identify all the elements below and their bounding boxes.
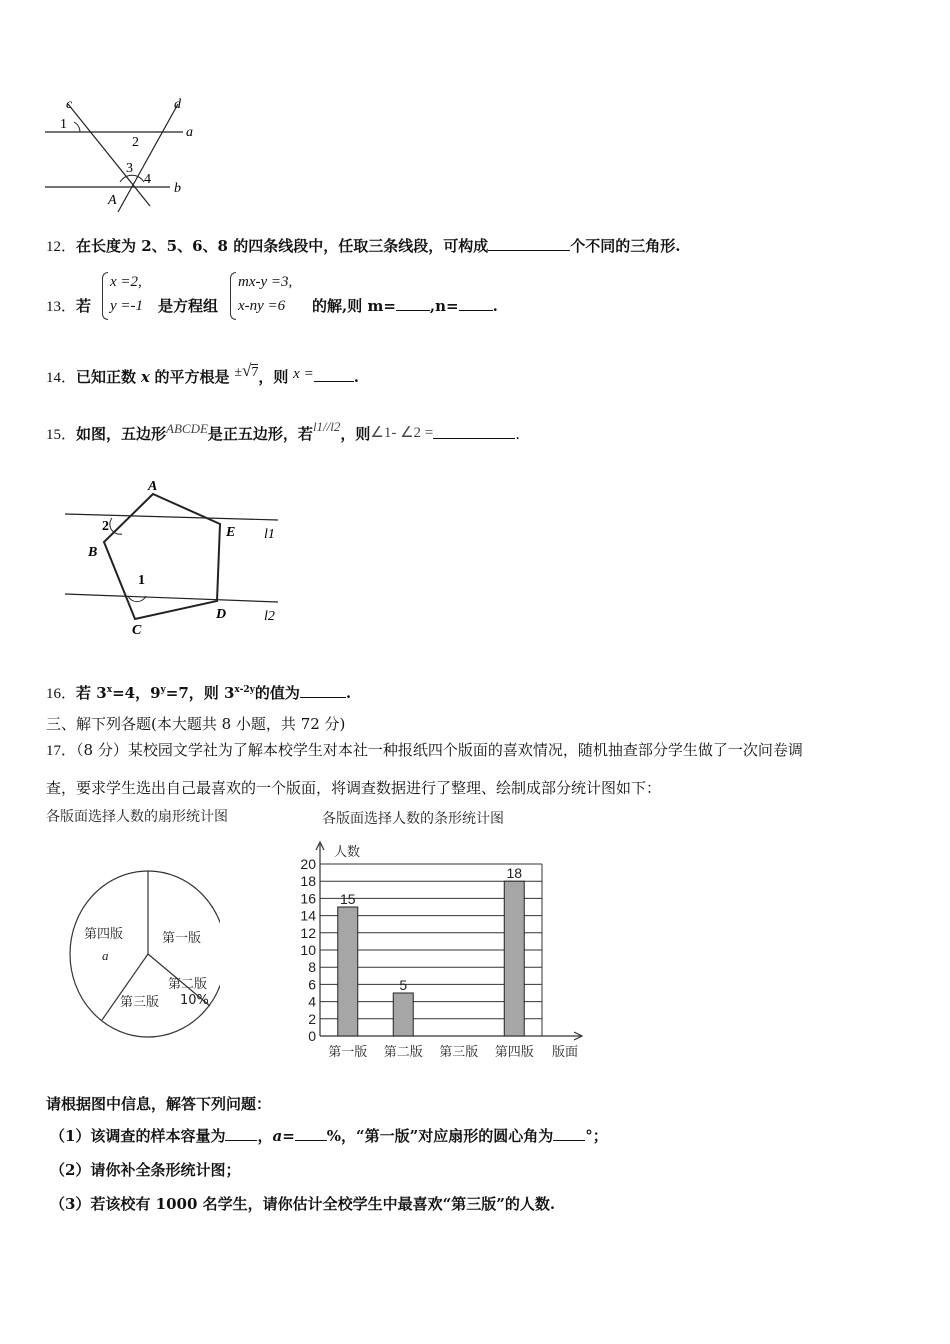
label-a: a: [186, 125, 193, 140]
vertex-C: C: [132, 623, 142, 638]
question-13-mid: 是方程组: [158, 297, 219, 315]
question-15: 15．如图，五边形ABCDE是正五边形，若l1//l2，则∠1- ∠2 = .: [46, 419, 521, 443]
label-d: d: [174, 97, 181, 112]
answer-blank-angle[interactable]: [553, 1126, 585, 1141]
angle-2-label: 2: [102, 519, 109, 534]
bar-2: [393, 993, 413, 1036]
answer-blank-16[interactable]: [300, 683, 346, 698]
answer-blank-14[interactable]: [314, 367, 354, 382]
y-tick-label: 16: [300, 890, 316, 907]
y-tick-label: 14: [300, 907, 316, 924]
bar-data-label: 5: [399, 977, 408, 993]
pie-chart-title: 各版面选择人数的扇形统计图: [46, 809, 228, 825]
bar-data-label: 18: [506, 865, 523, 882]
angle-1-label: 1: [60, 117, 67, 132]
y-axis-label: 人数: [334, 845, 361, 860]
question-14: 14．已知正数 x 的平方根是 ±√7，则 x = .: [46, 361, 359, 386]
y-tick-label: 12: [300, 924, 316, 941]
question-17-part1: （1）该调查的样本容量为 ，a= %，“第一版”对应扇形的圆心角为 °；: [50, 1127, 608, 1145]
answer-blank-13-n[interactable]: [459, 296, 493, 311]
vertex-E: E: [226, 525, 236, 540]
bar-4: [504, 881, 524, 1036]
answer-blank-sample-size[interactable]: [225, 1126, 257, 1141]
system-1: x =2, y =-1: [110, 274, 144, 314]
section-3-heading: 三、解下列各题(本大题共 8 小题，共 72 分): [46, 715, 346, 733]
system-1-brace: [102, 272, 108, 320]
angle-4-label: 4: [144, 172, 151, 187]
question-17-intro: 请根据图中信息，解答下列问题：: [46, 1095, 272, 1113]
label-point-A: A: [108, 193, 117, 208]
y-tick-label: 4: [308, 993, 316, 1010]
answer-blank-13-m[interactable]: [396, 296, 430, 311]
x-tick-label: 第四版: [494, 1045, 534, 1060]
angle-1-label: 1: [138, 573, 145, 588]
bar-data-label: 15: [339, 891, 356, 907]
label-c: c: [66, 97, 73, 112]
vertex-D: D: [216, 607, 227, 622]
question-17-line1: 17．（8 分）某校园文学社为了解本校学生对本社一种报纸四个版面的喜欢情况，随机抽查部分学生做了一次问卷调: [46, 741, 803, 759]
system-2: mx-y =3, x-ny =6: [238, 274, 293, 314]
line-l2-label: l2: [264, 609, 275, 624]
answer-blank-a[interactable]: [295, 1126, 327, 1141]
y-tick-label: 18: [300, 873, 316, 890]
pie-label-first: 第一版: [162, 931, 202, 946]
question-17-part3: （3）若该校有 1000 名学生，请你估计全校学生中最喜欢“第三版”的人数.: [50, 1195, 556, 1213]
question-17-part2: （2）请你补全条形统计图；: [50, 1161, 241, 1179]
x-tick-label: 第三版: [439, 1045, 479, 1060]
parallel-lines-figure: [40, 96, 210, 216]
y-tick-label: 10: [300, 942, 316, 958]
vertex-B: B: [88, 545, 98, 560]
pie-label-third: 第三版: [120, 995, 160, 1010]
answer-blank-15[interactable]: [433, 424, 515, 439]
x-axis-label: 版面: [552, 1045, 579, 1060]
question-17-line2: 查，要求学生选出自己最喜欢的一个版面，将调查数据进行了整理、绘制成部分统计图如下：: [46, 779, 662, 797]
angle-3-label: 3: [126, 161, 133, 176]
sqrt-expression: ±√7: [234, 361, 259, 380]
bar-chart: [290, 830, 600, 1070]
pie-label-percent: 10%: [180, 993, 209, 1008]
system-2-brace: [230, 272, 236, 320]
bar-chart-title: 各版面选择人数的条形统计图: [322, 811, 504, 827]
line-l1-label: l1: [264, 527, 275, 542]
question-16: 16．若 $3^x=4$，$9^y=7$，则 $3^{x-2y}$的值为 .: [46, 684, 352, 702]
question-13-tail: 的解,则 m= ,n= .: [312, 297, 498, 315]
angle-2-label: 2: [132, 135, 139, 150]
answer-blank-12[interactable]: [488, 236, 570, 251]
vertex-A: A: [148, 479, 158, 494]
pie-chart: [60, 840, 220, 1040]
pie-label-fourth: 第四版: [84, 927, 124, 942]
y-tick-label: 2: [308, 1010, 316, 1027]
pentagon-figure: [60, 478, 290, 638]
question-13-number: 13．若: [46, 297, 92, 315]
y-tick-label: 8: [308, 959, 316, 976]
label-b: b: [174, 181, 181, 196]
pie-label-second: 第二版: [168, 977, 208, 992]
y-tick-label: 20: [300, 856, 316, 872]
question-12: 12．在长度为 2、5、6、8 的四条线段中，任取三条线段，可构成 个不同的三角形.: [46, 237, 681, 255]
x-tick-label: 第二版: [383, 1045, 423, 1060]
y-tick-label: 0: [308, 1028, 316, 1044]
pie-label-a: a: [102, 948, 109, 963]
x-tick-label: 第一版: [328, 1045, 368, 1060]
bar-1: [338, 907, 358, 1036]
y-tick-label: 6: [308, 976, 316, 993]
